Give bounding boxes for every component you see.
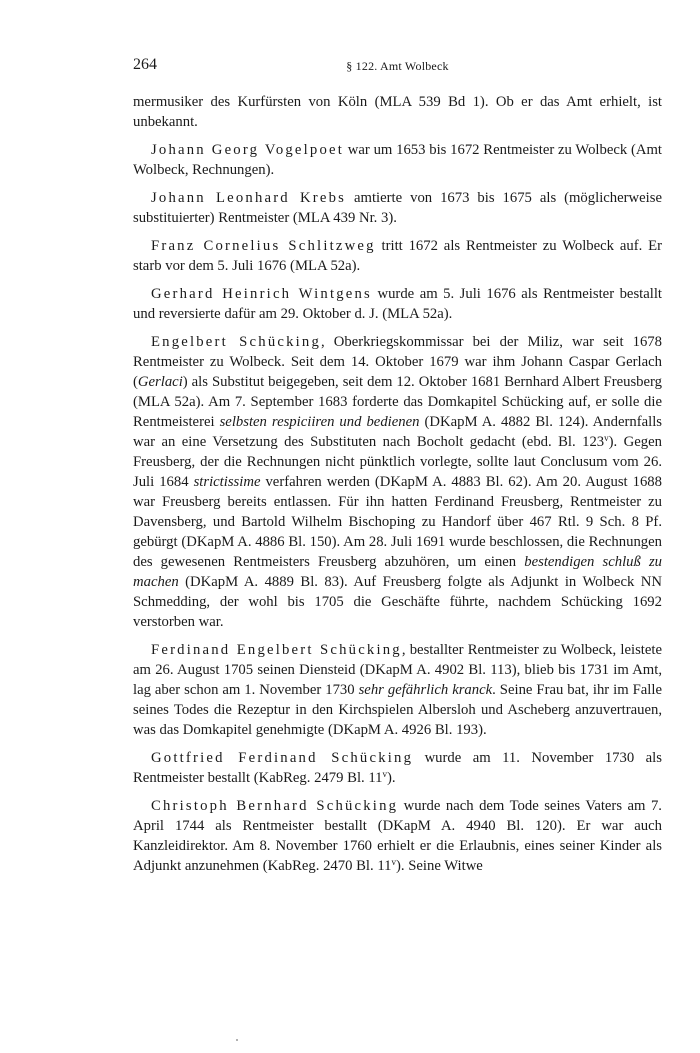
person-name: Ferdinand Engelbert Schücking bbox=[151, 642, 402, 658]
italic-quote: bestendigen schluß zu machen bbox=[133, 554, 663, 590]
paragraph bbox=[133, 640, 662, 740]
text-run: . Seine Frau bat, ihr im Falle seines Todes die Rezeptur in den Kirchspielen Albersloh und Ascheberg anzuvertrauen, was das Domkapitel genehmigte (DKapM A. 4926 Bl. 193). bbox=[133, 682, 662, 738]
running-head: § 122. Amt Wolbeck bbox=[346, 59, 449, 73]
text-run: wurde nach dem Tode seines Vaters am 7. April 1744 als Rentmeister bestallt (DKapM A. 4940 Bl. 120). Er war auch Kanzleidirektor. Am 8. November 1760 erhielt er die Erlaubnis, eines seiner Kinder als Adjunkt anzunehmen (KabReg. 2470 Bl. 11 bbox=[133, 798, 662, 874]
text-run: , Oberkriegskommissar bei der Miliz, war seit 1678 Rentmeister zu Wolbeck. Seit dem 14. Oktober 1679 war ihm Johann Caspar Gerlach ( bbox=[133, 334, 662, 390]
verso-superscript: v bbox=[391, 857, 396, 867]
italic-quote: sehr gefährlich kranck bbox=[358, 682, 493, 698]
text-run: wurde am 11. November 1730 als Rentmeister bestallt (KabReg. 2479 Bl. 11 bbox=[133, 750, 662, 786]
paragraph bbox=[133, 140, 662, 180]
text-run: war um 1653 bis 1672 Rentmeister zu Wolbeck (Amt Wolbeck, Rechnungen). bbox=[133, 142, 662, 178]
person-name: Johann Georg Vogelpoet bbox=[151, 142, 345, 158]
paragraph bbox=[133, 188, 662, 228]
text-run: amtierte von 1673 bis 1675 als (möglicherweise substituierter) Rentmeister (MLA 439 Nr. 3). bbox=[133, 190, 662, 226]
text-run: tritt 1672 als Rentmeister zu Wolbeck auf. Er starb vor dem 5. Juli 1676 (MLA 52a). bbox=[133, 238, 662, 274]
text-run: mermusiker des Kurfürsten von Köln (MLA 539 Bd 1). Ob er das Amt erhielt, ist unbekannt. bbox=[133, 94, 662, 130]
paragraph bbox=[133, 796, 662, 876]
italic-quote: strictissime bbox=[193, 474, 261, 490]
person-name: Engelbert Schücking bbox=[151, 334, 321, 350]
person-name: Gottfried Ferdinand Schücking bbox=[151, 750, 414, 766]
body-text bbox=[133, 92, 662, 884]
paragraph bbox=[133, 748, 662, 788]
text-run: ). Gegen Freusberg, der die Rechnungen nicht pünktlich vorlegte, sollte laut Conclusum vom 26. Juli 1684 bbox=[133, 434, 662, 490]
text-run: ). bbox=[387, 770, 396, 786]
page-mark bbox=[236, 1039, 238, 1041]
text-run: verfahren werden (DKapM A. 4883 Bl. 62). Am 20. August 1688 war Freusberg bereits entlassen. Für ihn hatten Ferdinand Freusberg, Rentmeister zu Davensberg, und Bartold Wilhelm Bischoping zu Handorf über 467 Rtl. 9 Sch. 8 Pf. gebürgt (DKapM A. 4886 Bl. 150). Am 28. Juli 1691 wurde beschlossen, die Rechnungen des gewesenen Rentmeisters Freusberg abzuhören, um einen bbox=[133, 474, 662, 570]
verso-superscript: v bbox=[382, 769, 388, 779]
italic-quote: Gerlaci bbox=[137, 374, 183, 390]
page-number: 264 bbox=[133, 56, 157, 73]
paragraph bbox=[133, 284, 662, 324]
person-name: Johann Leonhard Krebs bbox=[151, 190, 347, 206]
paragraph bbox=[133, 332, 662, 632]
text-run: (DKapM A. 4889 Bl. 83). Auf Freusberg folgte als Adjunkt in Wolbeck NN Schmedding, der wohl bis 1705 die Geschäfte führte, nachdem Schücking 1692 verstorben war. bbox=[133, 574, 662, 630]
italic-quote: selbsten respiciiren und bedienen bbox=[219, 414, 420, 430]
verso-superscript: v bbox=[604, 433, 609, 443]
text-run: (DKapM A. 4882 Bl. 124). Andernfalls war an eine Versetzung des Substituten nach Bocholt gedacht (ebd. Bl. 123 bbox=[133, 414, 663, 450]
person-name: Christoph Bernhard Schücking bbox=[151, 798, 399, 814]
paragraph bbox=[133, 92, 662, 132]
text-run: wurde am 5. Juli 1676 als Rentmeister bestallt und reversierte dafür am 29. Oktober d. J. (MLA 52a). bbox=[133, 286, 663, 322]
text-run: ) als Substitut beigegeben, seit dem 12. Oktober 1681 Bernhard Albert Freusberg (MLA 52a). Am 7. September 1683 forderte das Domkapitel Schücking auf, er solle die Rentmeisterei bbox=[133, 374, 662, 430]
paragraph bbox=[133, 236, 662, 276]
page-header bbox=[133, 56, 662, 78]
text-run: , bestallter Rentmeister zu Wolbeck, leistete am 26. August 1705 seinen Diensteid (DKapM A. 4902 Bl. 113), blieb bis 1731 im Amt, lag aber schon am 1. November 1730 bbox=[133, 642, 662, 698]
person-name: Gerhard Heinrich Wintgens bbox=[151, 286, 372, 302]
text-run: ). Seine Witwe bbox=[395, 858, 483, 874]
person-name: Franz Cornelius Schlitzweg bbox=[151, 238, 376, 254]
